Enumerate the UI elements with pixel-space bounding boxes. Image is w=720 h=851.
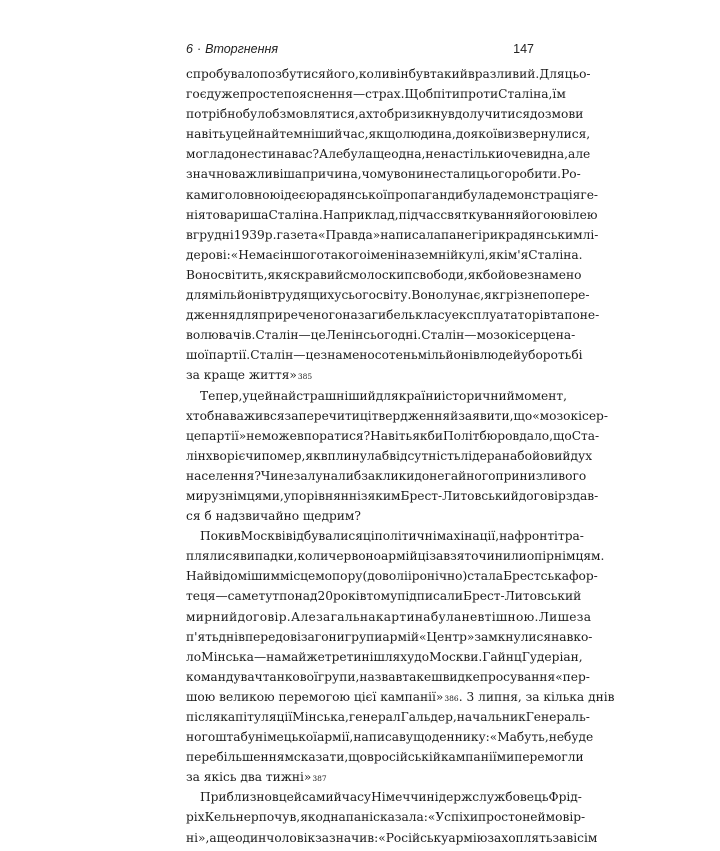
text-line: значно важливіша причина, чому вони не стали цього робити. Ро- [186, 167, 581, 182]
text-line [186, 770, 534, 790]
text-line: лін хворіє чи помер, як вплинула б відсутність лідера на бойовий дух [186, 448, 593, 463]
text-line: ками головною ідеєю радянської пропаганди була демонстрація ге- [186, 187, 599, 202]
text-line: в грудні 1939 р. газета «Правда» написала панегірик радянським лі- [186, 227, 599, 242]
heading-separator: · [196, 42, 202, 56]
text-fragment: за якісь два тижні» [186, 770, 312, 785]
text-line: для мільйонів трудящих усього світу. Воно лунає, як грізне попере- [186, 288, 590, 303]
text-line: нія товариша Сталіна. Наприклад, під час святкування його ювілею [186, 207, 598, 222]
text-line: це партії» не може впоратися? Навіть якби Політбюро вдало, що Ста- [186, 428, 600, 443]
text-line: перебільшенням сказати, що в російській кампанії ми перемогли [186, 750, 584, 765]
chapter-title: Вторгнення [205, 42, 279, 56]
text-line: навіть у цей найтемніший час, якщо людина, до якої ви звернулися, [186, 127, 591, 142]
text-line: дерові: «Немає іншого такого імені на земній кулі, як ім'я Сталіна. [186, 247, 583, 262]
text-line: го є дуже просте пояснення — страх. Щоб піти проти Сталіна, їм [186, 87, 566, 102]
text-line: хто б наважився заперечити ці твердження й заявити, що «мозок і сер- [186, 408, 608, 423]
running-head [186, 42, 534, 56]
text-line [186, 689, 615, 710]
footnote-ref: 387 [312, 774, 327, 784]
text-line: ного штабу німецької армії, написав у щоденнику: «Мабуть, не буде [186, 730, 594, 745]
text-line: населення? Чи не залунали б заклики до негайного принизливого [186, 468, 587, 483]
text-line: п'ять днів передові загони групи армій «Центр» замкнулися навко- [186, 629, 593, 644]
text-line: потрібно було б змовлятися, а хто б ризикнув долучитися до змови [186, 107, 584, 122]
text-line: теця — саме тут понад 20 років тому підписали Брест-Литовський [186, 589, 582, 604]
chapter-heading [186, 42, 278, 56]
text-line: Приблизно в цей самий час у Німеччині держслужбовець Фрід- [200, 790, 582, 805]
text-line: Тепер, у цей найстрашніший для країни історичний момент, [200, 388, 567, 403]
text-fragment: за краще життя» [186, 368, 297, 383]
text-line: командувач танкової групи, назвав таке швидке просування «пер- [186, 669, 590, 684]
text-line: шої партії. Сталін — це знамено сотень мільйонів людей у боротьбі [186, 348, 583, 363]
text-fragment: . 3 липня, за кілька днів [458, 689, 615, 704]
text-line: ло Мінська — на майже третині шляху до Москви. Гайнц Гудеріан, [186, 649, 583, 664]
text-line: ся б надзвичайно щедрим? [186, 509, 361, 524]
footnote-ref: 385 [297, 372, 313, 382]
text-line: дження для приреченого на загибель класу експлуататорів та поне- [186, 308, 600, 323]
text-line: спробувало позбутися його, коли він був такий вразливий. Для цьо- [186, 67, 591, 81]
text-line: мирний договір. Але загальна картина була невтішною. Лише за [186, 609, 592, 624]
text-line [186, 368, 534, 388]
page-number: 147 [513, 42, 534, 56]
text-line: Поки в Москві відбувалися ці політичні махінації, на фронті тра- [200, 529, 584, 544]
footnote-ref: 386 [444, 693, 459, 703]
text-line: Воно світить, як яскравий смолоскип свободи, як бойове знамено [186, 267, 582, 282]
text-line: ріх Кельнер почув, як одна пані сказала: «Успіхи просто неймовір- [186, 810, 586, 825]
text-line: Найвідомішим місцем опору (доволі іронічно) стала Брестська фор- [186, 569, 598, 584]
chapter-number: 6 [186, 42, 193, 56]
text-line: могла донести на вас? Але була ще одна, не настільки очевидна, але [186, 147, 591, 162]
text-line: волювачів. Сталін — це Ленін сьогодні. Сталін — мозок і серце на- [186, 328, 576, 343]
text-line: ні», а ще один чоловік зазначив: «Російську армію захоплять за вісім [186, 830, 598, 845]
text-line: після капітуляції Мінська, генерал Гальдер, начальник Генераль- [186, 710, 590, 724]
text-line: плялися випадки, коли червоноармійці завзято чинили опір німцям. [186, 549, 605, 564]
text-fragment: шою великою перемогою цієї кампанії» [186, 689, 444, 704]
body-text [186, 67, 615, 851]
text-line: миру з німцями, у порівнянні з яким Брест-Литовський договір здав- [186, 488, 599, 503]
